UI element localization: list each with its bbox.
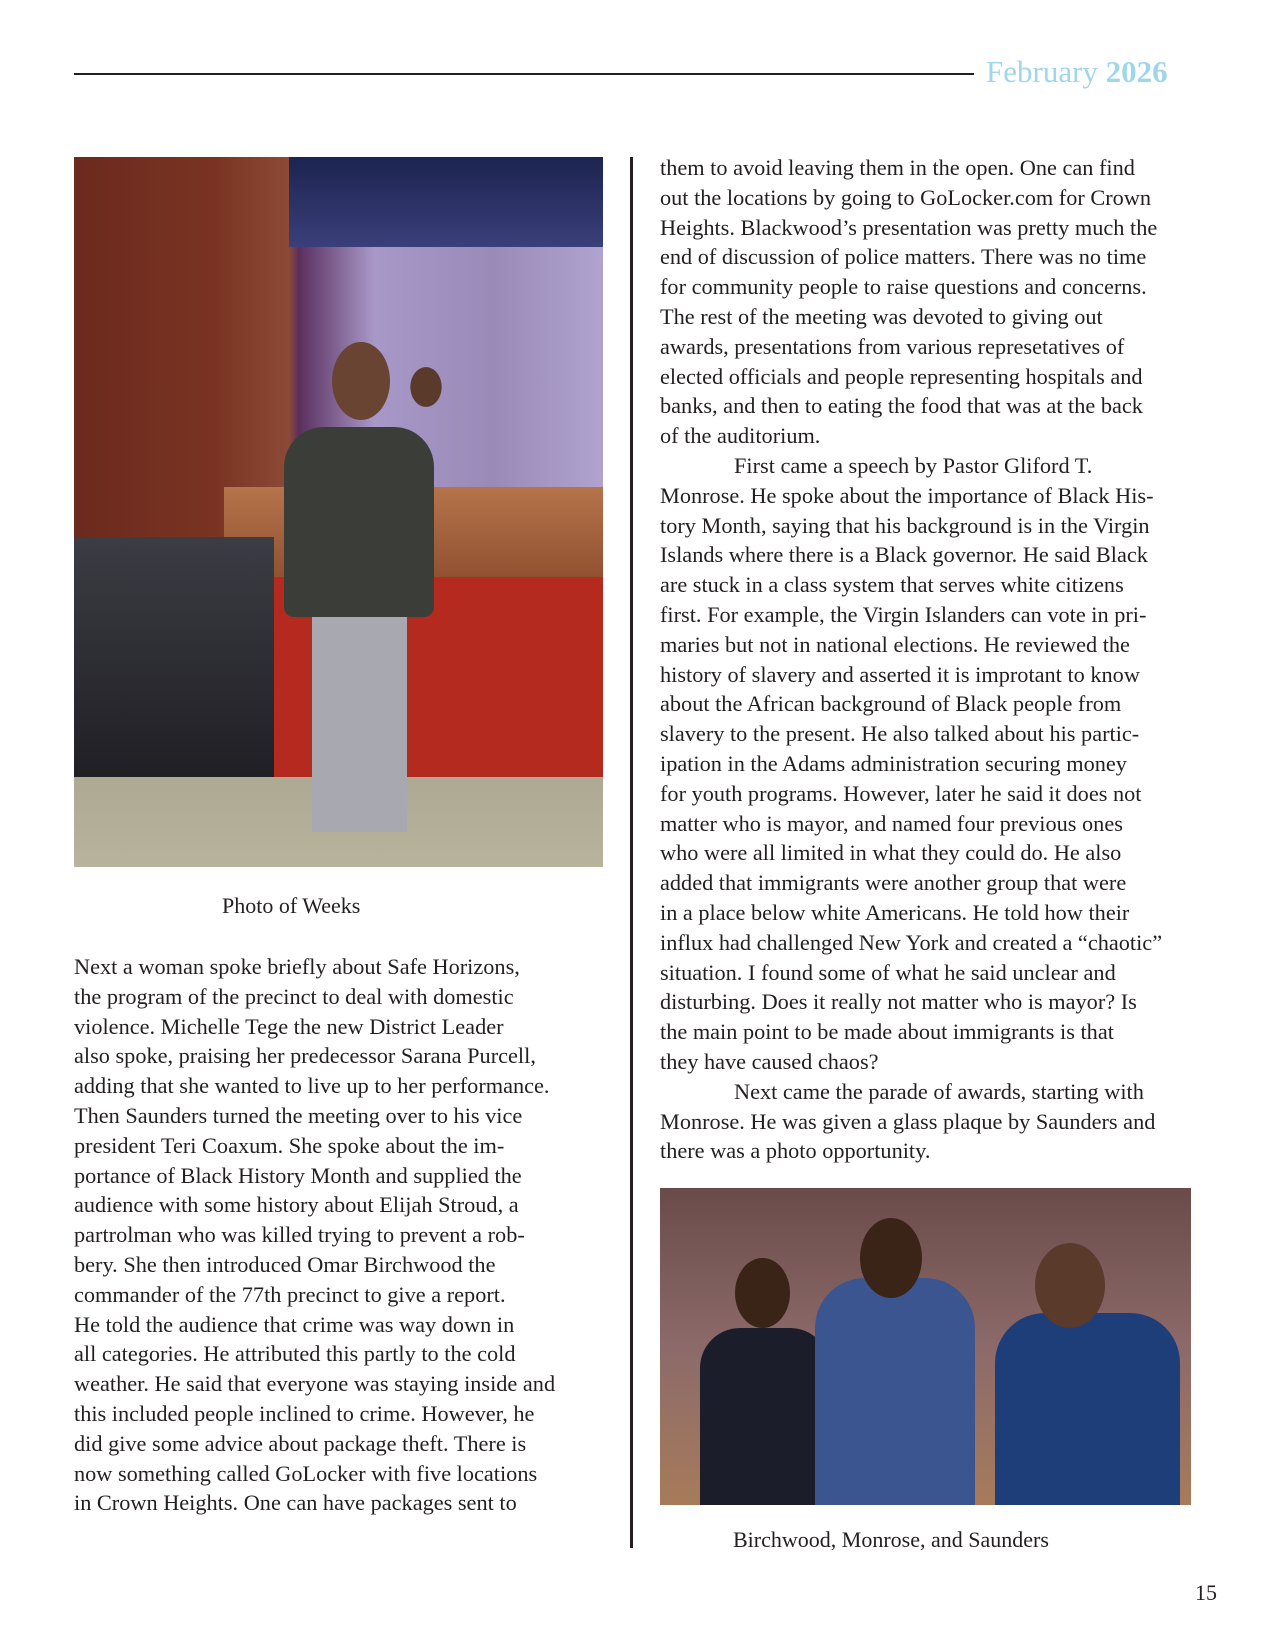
photo-speaker-auditorium — [74, 157, 603, 867]
photo-caption-1: Photo of Weeks — [222, 893, 361, 918]
text-line: partrolman who was killed trying to prevent a rob- — [74, 1222, 525, 1248]
text-line: first. For example, the Virgin Islanders can vote in pri- — [660, 601, 1147, 627]
right-column-text — [660, 153, 1220, 1166]
text-line: in a place below white Americans. He told how their — [660, 899, 1130, 925]
text-line: elected officials and people representing hospitals and — [660, 363, 1143, 389]
text-line: Islands where there is a Black governor. He said Black — [660, 542, 1148, 568]
text-line: all categories. He attributed this partly to the cold — [74, 1341, 516, 1367]
page-number: 15 — [1195, 1580, 1217, 1605]
person-monrose — [815, 1278, 975, 1505]
text-line: them to avoid leaving them in the open. One can find — [660, 155, 1135, 180]
issue-date — [986, 54, 1168, 90]
text-line: influx had challenged New York and created a “chaotic” — [660, 929, 1163, 955]
text-line: audience with some history about Elijah Stroud, a — [74, 1192, 519, 1218]
text-line: did give some advice about package theft. There is — [74, 1430, 527, 1456]
text-line: president Teri Coaxum. She spoke about the im- — [74, 1132, 505, 1158]
text-line: banks, and then to eating the food that was at the back — [660, 393, 1143, 419]
text-line: who were all limited in what they could do. He also — [660, 840, 1122, 866]
text-line: The rest of the meeting was devoted to giving out — [660, 303, 1103, 329]
stage-curtain — [289, 157, 603, 247]
person-officer — [700, 1328, 830, 1505]
speaker-body — [284, 427, 434, 617]
photo-caption-2: Birchwood, Monrose, and Saunders — [733, 1527, 1049, 1552]
person-saunders-head — [1035, 1243, 1105, 1328]
text-line: slavery to the present. He also talked about his partic- — [660, 721, 1140, 747]
text-line: for youth programs. However, later he said it does not — [660, 780, 1142, 806]
text-line: also spoke, praising her predecessor Sarana Purcell, — [74, 1043, 536, 1069]
person-officer-head — [735, 1258, 790, 1328]
text-line: adding that she wanted to live up to her performance. — [74, 1073, 550, 1099]
header-rule — [74, 73, 974, 75]
person-monrose-head — [860, 1218, 922, 1298]
issue-month: February — [986, 54, 1098, 89]
text-line: Monrose. He was given a glass plaque by Saunders and — [660, 1108, 1156, 1134]
speaker-legs — [312, 602, 407, 832]
text-line: violence. Michelle Tege the new District Leader — [74, 1013, 504, 1039]
text-line: maries but not in national elections. He reviewed the — [660, 631, 1130, 657]
text-line: now something called GoLocker with five locations — [74, 1460, 538, 1486]
text-line: there was a photo opportunity. — [660, 1138, 931, 1164]
text-line: of the auditorium. — [660, 423, 821, 449]
text-line: Then Saunders turned the meeting over to his vice — [74, 1102, 523, 1128]
text-line: portance of Black History Month and supplied the — [74, 1162, 522, 1188]
column-divider — [630, 157, 633, 1548]
text-line: First came a speech by Pastor Gliford T. — [734, 452, 1093, 478]
text-line: in Crown Heights. One can have packages sent to — [74, 1490, 517, 1516]
text-line: this included people inclined to crime. However, he — [74, 1400, 535, 1426]
text-line: the program of the precinct to deal with domestic — [74, 983, 514, 1009]
text-line: end of discussion of police matters. There was no time — [660, 244, 1147, 270]
speaker-head — [332, 342, 390, 420]
text-line: bery. She then introduced Omar Birchwood the — [74, 1251, 496, 1277]
text-line: situation. I found some of what he said unclear and — [660, 959, 1116, 985]
table — [74, 537, 274, 777]
text-line: the main point to be made about immigrants is that — [660, 1019, 1114, 1045]
text-line: about the African background of Black people from — [660, 691, 1122, 717]
text-line: added that immigrants were another group that were — [660, 870, 1127, 896]
text-line: matter who is mayor, and named four previous ones — [660, 810, 1123, 836]
text-line: Next a woman spoke briefly about Safe Horizons, — [74, 954, 520, 979]
text-line: Monrose. He spoke about the importance of Black His- — [660, 482, 1154, 508]
text-line: Heights. Blackwood’s presentation was pretty much the — [660, 214, 1158, 240]
text-line: disturbing. Does it really not matter who is mayor? Is — [660, 989, 1137, 1015]
text-line: commander of the 77th precinct to give a report. — [74, 1281, 506, 1307]
text-line: history of slavery and asserted it is improtant to know — [660, 661, 1140, 687]
text-line: weather. He said that everyone was staying inside and — [74, 1371, 556, 1397]
text-line: He told the audience that crime was way down in — [74, 1311, 515, 1337]
text-line: ipation in the Adams administration securing money — [660, 750, 1127, 776]
text-line: out the locations by going to GoLocker.com for Crown — [660, 184, 1152, 210]
text-line: are stuck in a class system that serves white citizens — [660, 572, 1124, 598]
photo-award-group — [660, 1188, 1191, 1505]
text-line: for community people to raise questions and concerns. — [660, 274, 1147, 300]
text-line: Next came the parade of awards, starting with — [734, 1078, 1144, 1104]
left-column-text — [74, 952, 609, 1518]
text-line: awards, presentations from various represetatives of — [660, 333, 1125, 359]
text-line: tory Month, saying that his background is in the Virgin — [660, 512, 1150, 538]
issue-year: 2026 — [1105, 54, 1168, 89]
text-line: they have caused chaos? — [660, 1048, 879, 1074]
person-saunders — [995, 1313, 1180, 1505]
